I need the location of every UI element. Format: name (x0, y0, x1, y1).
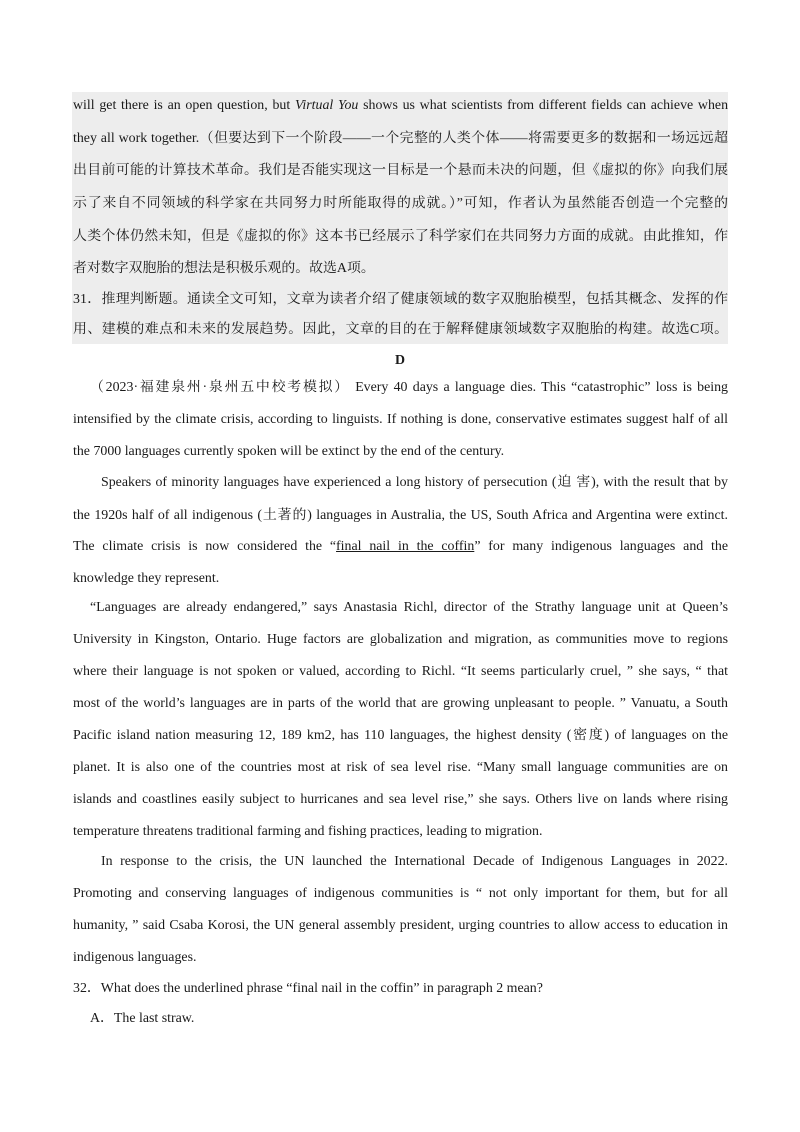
passage-line: Speakers of minority languages have experienced a long history of persecution (迫 害), with the result that by (101, 475, 728, 490)
passage-line: the 1920s half of all indigenous (土著的) languages in Australia, the US, South Africa and Argentina were extinct. (73, 508, 728, 523)
explanation-line: 出目前可能的计算技术革命。我们是否能实现这一目标是一个悬而未决的问题，但《虚拟的你》向我们展 (73, 163, 728, 178)
passage-line: where their language is not spoken or valued, according to Richl. “It seems particularly cruel, ” she says, “ that (73, 664, 728, 679)
option-a: A．The last straw. (90, 1011, 195, 1026)
passage-line: most of the world’s languages are in parts of the world that are growing unpleasant to people. ” Vanuatu, a South (73, 696, 728, 711)
explanation-line: 者对数字双胞胎的想法是积极乐观的。故选A项。 (73, 261, 375, 276)
passage-line: planet. It is also one of the countries most at risk of sea level rise. “Many small language communities are on (73, 760, 728, 775)
book-title: Virtual You (294, 98, 359, 113)
underlined-phrase: final nail in the coffin (336, 539, 475, 554)
explanation-line: they all work together.（但要达到下一个阶段——一个完整的人类个体——将需要更多的数据和一场远远超 (73, 131, 728, 146)
passage-line: temperature threatens traditional farming and fishing practices, leading to migration. (73, 824, 543, 839)
section-heading: D (394, 353, 406, 368)
passage-line: Promoting and conserving languages of indigenous communities is “ not only important for them, but for all (73, 886, 728, 901)
passage-line: islands and coastlines easily subject to hurricanes and sea level rise,” she says. Others live on lands where rising (73, 792, 728, 807)
explanation-line: 示了来自不同领域的科学家在共同努力时所能取得的成就。）”可知，作者认为虽然能否创造一个完整的 (73, 196, 728, 211)
passage-line: The climate crisis is now considered the “final nail in the coffin” for many indigenous languages and the (73, 539, 728, 554)
question-32: 32．What does the underlined phrase “final nail in the coffin” in paragraph 2 mean? (73, 981, 543, 996)
passage-line: indigenous languages. (73, 950, 197, 965)
passage-line: （2023·福建泉州·泉州五中校考模拟） Every 40 days a language dies. This “catastrophic” loss is being (90, 380, 728, 395)
passage-line: University in Kingston, Ontario. Huge factors are globalization and migration, as communities move to regions (73, 632, 728, 647)
passage-line: humanity, ” said Csaba Korosi, the UN general assembly president, urging countries to allow access to education in (73, 918, 728, 933)
explanation-line: will get there is an open question, but Virtual You shows us what scientists from different fields can achieve when (73, 98, 729, 113)
explanation-31-line: 31．推理判断题。通读全文可知，文章为读者介绍了健康领域的数字双胞胎模型，包括其概念、发挥的作 (73, 292, 728, 307)
explanation-31-line: 用、建模的难点和未来的发展趋势。因此，文章的目的在于解释健康领域数字双胞胎的构建。故选C项。 (73, 322, 728, 337)
passage-line: In response to the crisis, the UN launched the International Decade of Indigenous Languages in 2022. (101, 854, 728, 869)
passage-line: the 7000 languages currently spoken will be extinct by the end of the century. (73, 444, 505, 459)
passage-line: intensified by the climate crisis, according to linguists. If nothing is done, conservative estimates suggest half of all (73, 412, 728, 427)
passage-line: “Languages are already endangered,” says Anastasia Richl, director of the Strathy language unit at Queen’s (90, 600, 728, 615)
explanation-line: 人类个体仍然未知，但是《虚拟的你》这本书已经展示了科学家们在共同努力方面的成就。由此推知，作 (73, 229, 728, 244)
passage-line: knowledge they represent. (73, 571, 220, 586)
passage-line: Pacific island nation measuring 12, 189 km2, has 110 languages, the highest density (密度) of languages on the (73, 728, 728, 743)
